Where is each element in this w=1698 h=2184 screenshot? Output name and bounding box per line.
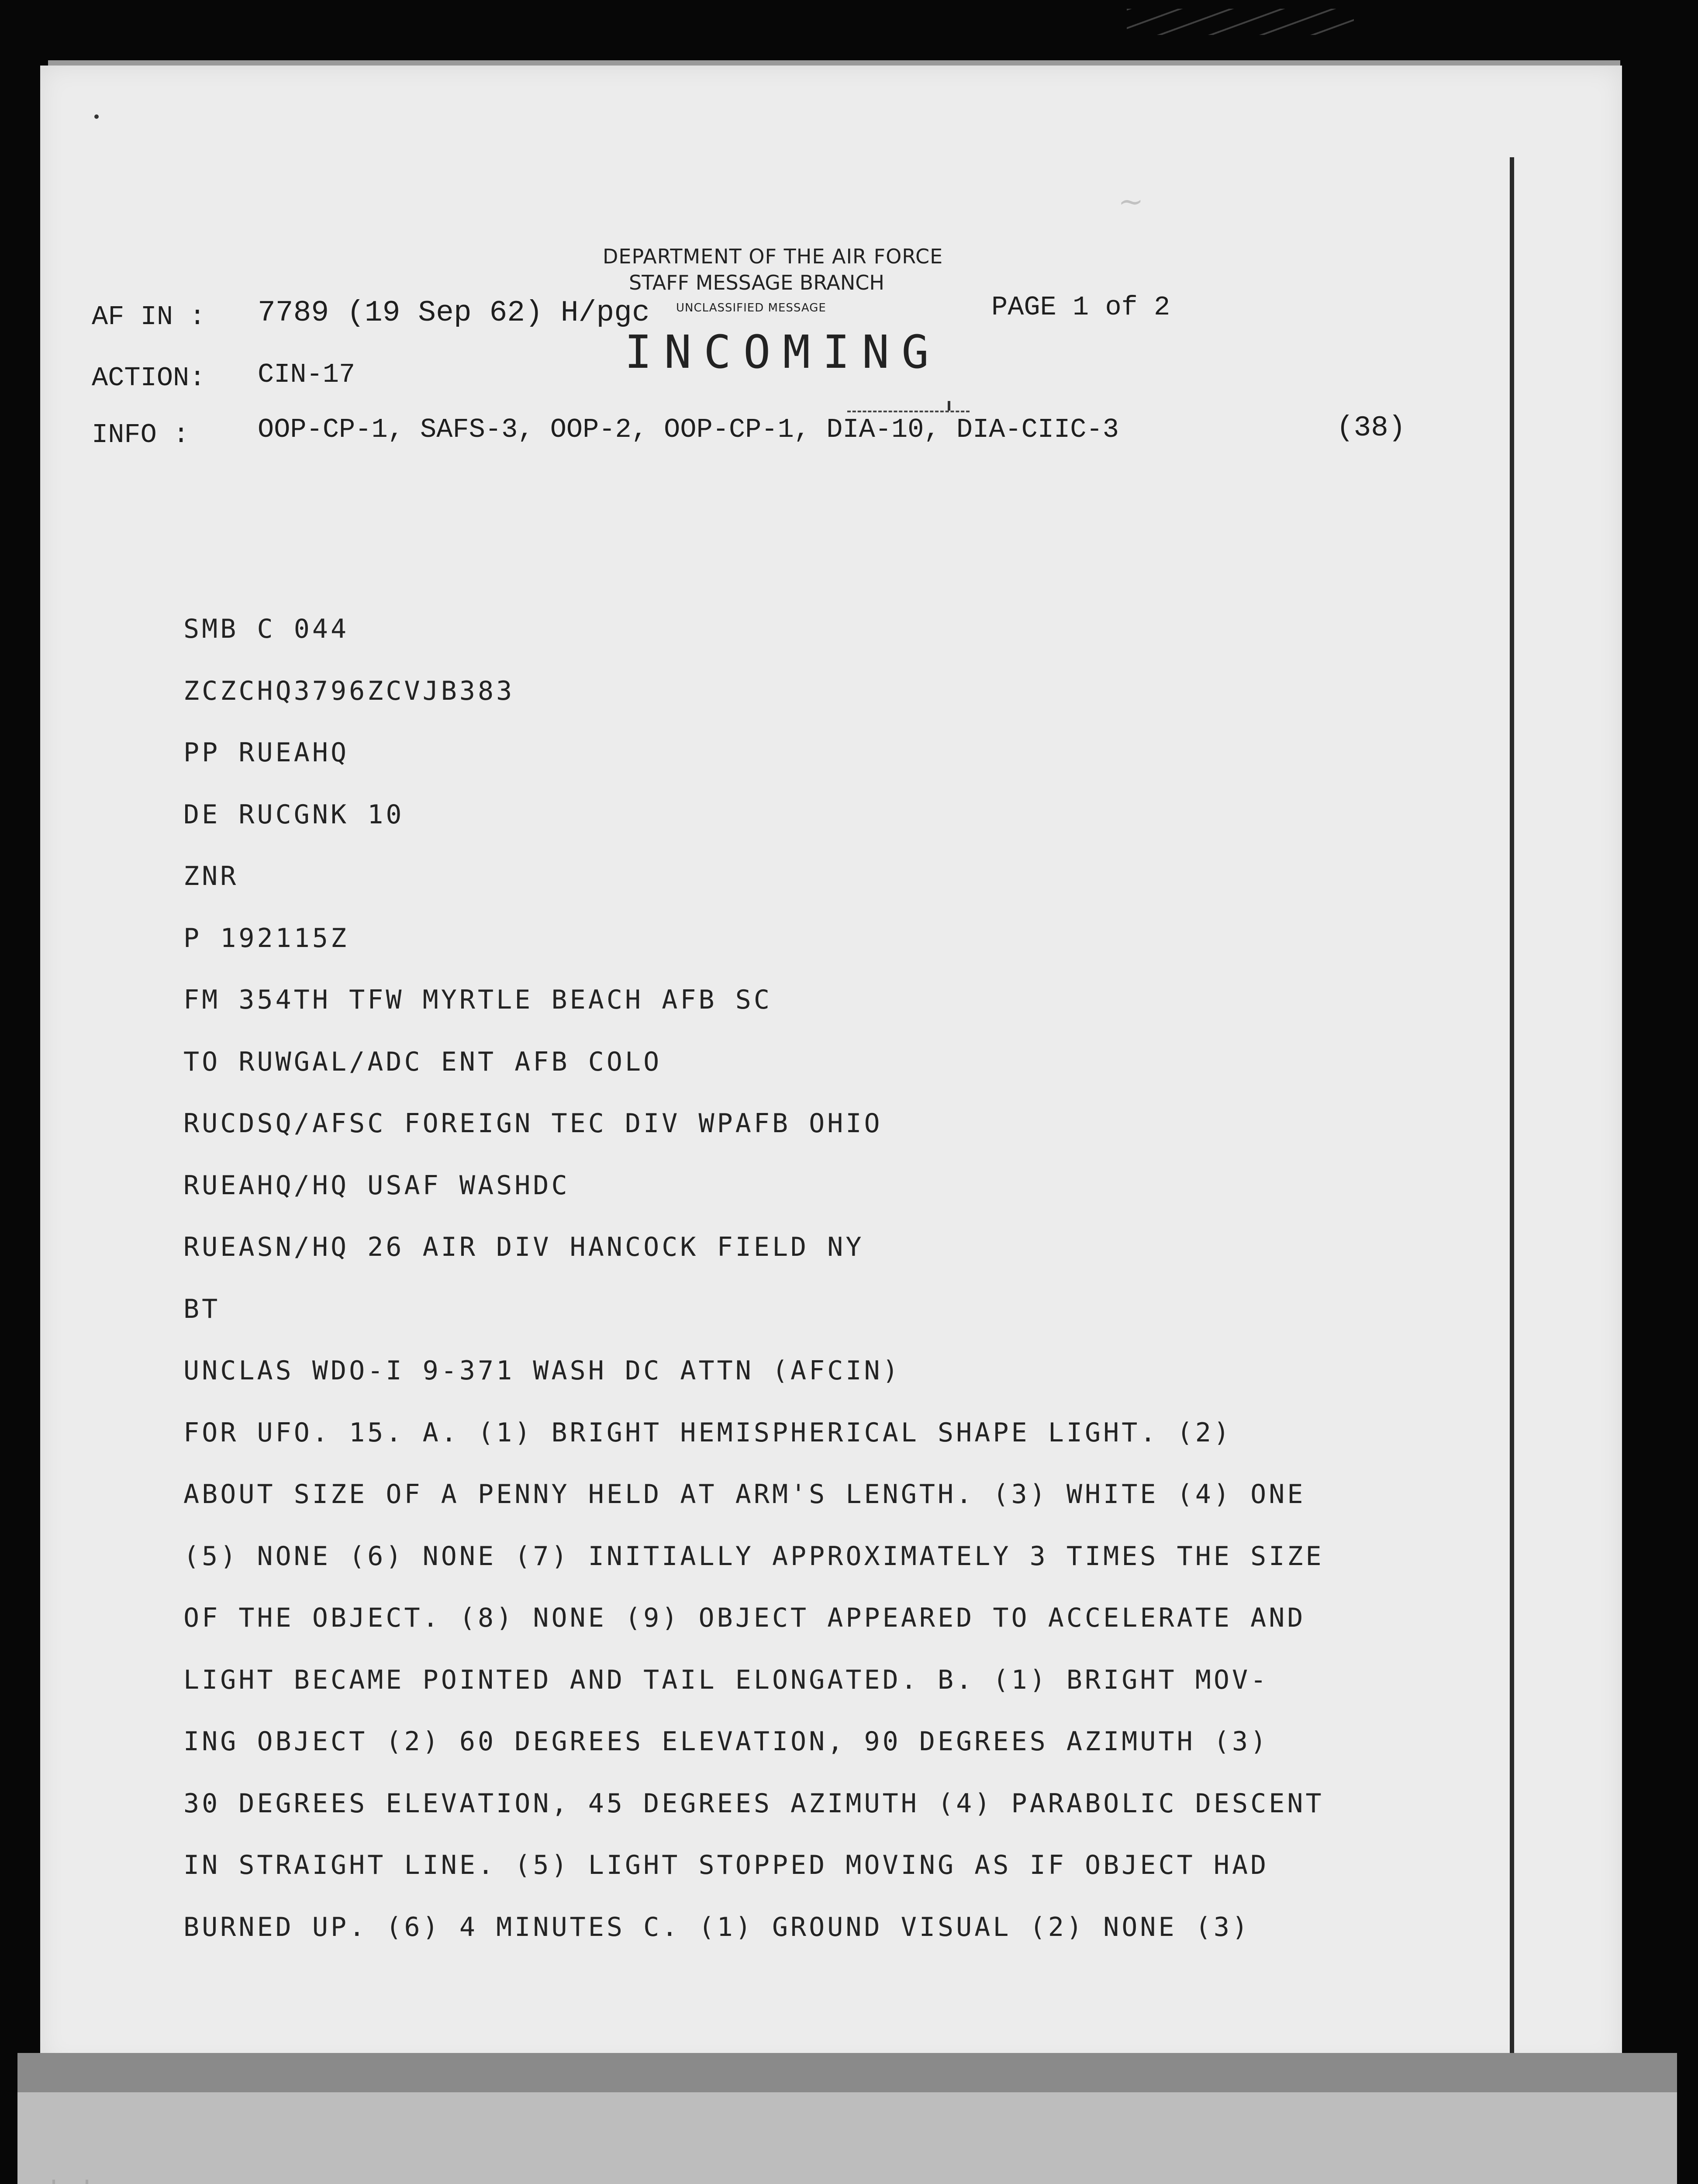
message-line: RUEAHQ/HQ USAF WASHDC (183, 1170, 570, 1201)
faint-mark (52, 2180, 88, 2184)
message-line: SMB C 044 (183, 614, 349, 644)
department-heading: DEPARTMENT OF THE AIR FORCE (603, 245, 943, 268)
incoming-stamp: INCOMING (625, 325, 941, 379)
message-line: ING OBJECT (2) 60 DEGREES ELEVATION, 90 DEGREES AZIMUTH (3) (183, 1726, 1269, 1757)
af-in-label: AF IN : (92, 301, 206, 332)
action-label: ACTION: (92, 363, 206, 394)
message-line: RUEASN/HQ 26 AIR DIV HANCOCK FIELD NY (183, 1232, 864, 1262)
routing-overline (847, 411, 970, 412)
classification-label: UNCLASSIFIED MESSAGE (676, 301, 826, 314)
message-line: IN STRAIGHT LINE. (5) LIGHT STOPPED MOVING AS IF OBJECT HAD (183, 1850, 1269, 1880)
message-line: OF THE OBJECT. (8) NONE (9) OBJECT APPEARED TO ACCELERATE AND (183, 1603, 1306, 1633)
message-line: UNCLAS WDO-I 9-371 WASH DC ATTN (AFCIN) (183, 1355, 901, 1386)
af-in-value: 7789 (19 Sep 62) H/pgc (258, 296, 650, 330)
right-margin-rule (1510, 157, 1514, 2062)
info-label: INFO : (92, 419, 190, 450)
message-line: BURNED UP. (6) 4 MINUTES C. (1) GROUND VISUAL (2) NONE (3) (183, 1911, 1251, 1942)
page-shadow (17, 2053, 1677, 2092)
routing-tick (948, 401, 950, 411)
message-line: (5) NONE (6) NONE (7) INITIALLY APPROXIMATELY 3 TIMES THE SIZE (183, 1541, 1324, 1572)
corner-scribble (1127, 9, 1354, 35)
action-value: CIN-17 (258, 359, 355, 390)
message-line: P 192115Z (183, 923, 349, 954)
message-line: ABOUT SIZE OF A PENNY HELD AT ARM'S LENGTH. (3) WHITE (4) ONE (183, 1479, 1306, 1510)
message-line: PP RUEAHQ (183, 737, 349, 768)
handwritten-mark: ~ (1118, 183, 1144, 219)
message-line: RUCDSQ/AFSC FOREIGN TEC DIV WPAFB OHIO (183, 1108, 883, 1139)
page-number: PAGE 1 of 2 (991, 292, 1170, 323)
message-line: BT (183, 1293, 221, 1324)
message-line: DE RUCGNK 10 (183, 799, 404, 830)
message-line: ZNR (183, 861, 239, 892)
message-line: LIGHT BECAME POINTED AND TAIL ELONGATED. B. (1) BRIGHT MOV- (183, 1664, 1269, 1695)
paper-speck (94, 114, 99, 119)
message-line: FOR UFO. 15. A. (1) BRIGHT HEMISPHERICAL SHAPE LIGHT. (2) (183, 1417, 1232, 1448)
message-body (183, 598, 1494, 1958)
message-line: FM 354TH TFW MYRTLE BEACH AFB SC (183, 985, 772, 1015)
message-line: ZCZCHQ3796ZCVJB383 (183, 675, 515, 706)
info-value: OOP-CP-1, SAFS-3, OOP-2, OOP-CP-1, DIA-10, DIA-CIIC-3 (258, 414, 1119, 445)
message-line: 30 DEGREES ELEVATION, 45 DEGREES AZIMUTH (4) PARABOLIC DESCENT (183, 1788, 1324, 1819)
info-count: (38) (1336, 411, 1406, 444)
branch-heading: STAFF MESSAGE BRANCH (629, 271, 884, 294)
message-line: TO RUWGAL/ADC ENT AFB COLO (183, 1046, 662, 1077)
